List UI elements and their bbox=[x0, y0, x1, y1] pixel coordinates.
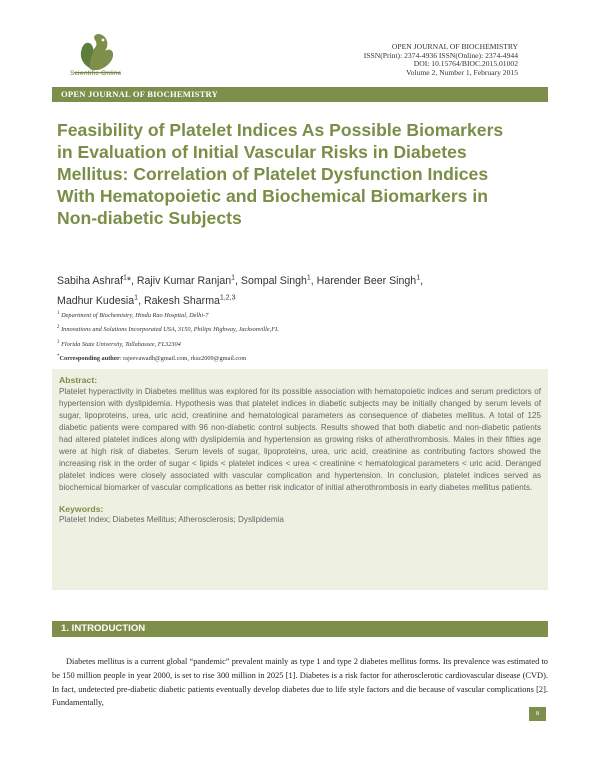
keywords-heading: Keywords: bbox=[59, 504, 104, 514]
affiliations bbox=[57, 308, 517, 366]
affiliation: $^2$ Innovations and Solutions Incorporated USA, 3150, Philips Highway, Jacksonville,FL bbox=[57, 325, 279, 334]
journal-doi[interactable]: DOI: 10.15764/BIOC.2015.01002 bbox=[413, 59, 518, 69]
author[interactable]: Madhur Kudesia$^1$, bbox=[57, 294, 144, 308]
corresponding-author: *Corresponding author: rajeevawadh@gmail.com, rksz2009@gmail.com bbox=[57, 354, 247, 363]
logo-text: Scientific Online bbox=[70, 70, 122, 77]
abstract-heading: Abstract: bbox=[59, 375, 98, 385]
journal-name: OPEN JOURNAL OF BIOCHEMISTRY bbox=[391, 42, 518, 51]
abstract-text: Platelet hyperactivity in Diabetes mellitus was explored for its possible association with hematopoietic indices and serum predictors of hypertension with dyslipidemia. Hypothesis was that platelet indices in diabetic subjects may be initially changed by serum levels of sugar, lipoproteins, urea, uric acid, creatinine and hematological parameters as consequence of diabetes mellitus. A total of 125 diabetic patients were compared with 96 non-diabetic control subjects. Results showed that both diabetic and non-diabetic patients had altered platelet indices along with dyslipidemia and hypertension as growing risks of atherothrombosis. Males in their fifties age were at high risk of diabetes. Serum levels of sugar, lipoproteins, urea, uric acid, creatinine as contributing factors showed the increasing risk in the order of sugar < lipids < platelet indices < urea < creatinine < hematological parameters < uric acid. Deranged platelet indices were closely associated with vascular complication and hypertension. In conclusion, platelet indices served as biochemical biomarker of vascular complications as better risk indicator of initial atherothrombosis in early diabetes mellitus patients. bbox=[59, 387, 541, 492]
abstract-box bbox=[52, 369, 548, 590]
journal-band-title: OPEN JOURNAL OF BIOCHEMISTRY bbox=[61, 89, 219, 99]
intro-paragraph: Diabetes mellitus is a current global “pandemic” prevalent mainly as type 1 and type 2 diabetes mellitus forms. Its prevalence was estimated to be 150 million people in year 2000, is set to rise 300 million in 2025 [1]. Diabetes is a risk factor for atherosclerotic cardiovascular disease (CVD). In fact, undetected pre-diabetic diabetic patients eventually develop diabetes due to life style factors and die because of vascular complications [2]. Fundamentally, bbox=[52, 657, 548, 708]
affiliation: $^1$ Department of Biochemistry, Hindu Rao Hospital, Delhi-7 bbox=[57, 311, 209, 320]
author[interactable]: Rajiv Kumar Ranjan$^1$, bbox=[136, 274, 241, 287]
paper-title: Feasibility of Platelet Indices As Possible Biomarkers in Evaluation of Initial Vascular Risks in Diabetes Mellitus: Correlation of Platelet Dysfunction Indices With Hematopoietic and Biochemical Biomarkers in Non-diabetic Subjects bbox=[57, 120, 504, 228]
journal-volume: Volume 2, Number 1, February 2015 bbox=[406, 67, 518, 77]
author[interactable]: Sabiha Ashraf$^1$*, bbox=[57, 274, 137, 287]
author-list bbox=[57, 269, 497, 310]
section-band bbox=[52, 621, 548, 637]
author[interactable]: Rakesh Sharma$^{1,2,3}$ bbox=[143, 294, 236, 308]
journal-issn: ISSN(Print): 2374-4936 ISSN(Online): 2374-4944 bbox=[363, 50, 518, 60]
affiliation: $^3$ Florida State University, Tallahassee, FL32304 bbox=[57, 339, 181, 348]
journal-meta bbox=[364, 43, 518, 77]
author[interactable]: Harender Beer Singh$^1$, bbox=[316, 274, 424, 287]
author[interactable]: Sompal Singh$^1$, bbox=[240, 274, 317, 287]
page-number: 8 bbox=[529, 707, 546, 721]
journal-band bbox=[52, 87, 548, 102]
keywords-text: Platelet Index; Diabetes Mellitus; Atherosclerosis; Dyslipidemia bbox=[59, 515, 284, 524]
section-heading: 1. INTRODUCTION bbox=[61, 623, 146, 634]
corresponding-emails[interactable]: : rajeevawadh@gmail.com, rksz2009@gmail.com bbox=[119, 355, 247, 363]
